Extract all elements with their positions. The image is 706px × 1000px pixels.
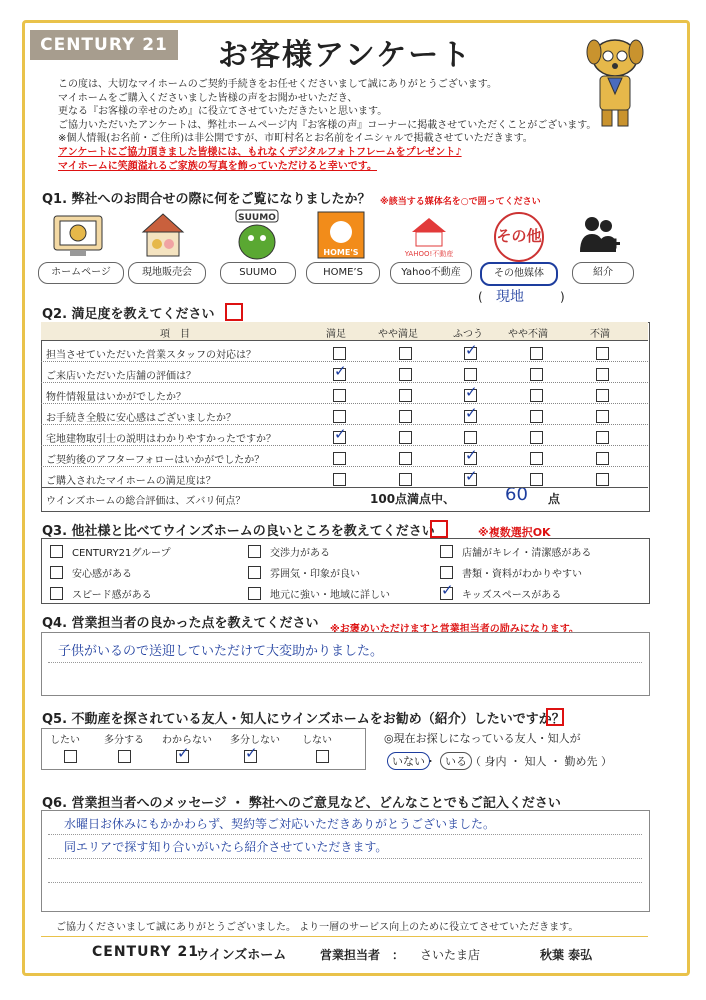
q2-check-mark: ✓ (465, 383, 478, 401)
q2-checkbox[interactable] (596, 473, 609, 486)
q5-sub-sep: ・ (425, 755, 436, 768)
q3-option-label: 店舗がキレイ・清潔感がある (462, 548, 592, 559)
q1-title: Q1. 弊社へのお問合せの際に何をご覧になりましたか？ (42, 192, 371, 207)
q3-check-mark: ✓ (441, 581, 454, 599)
q2-check-mark: ✓ (465, 341, 478, 359)
q2-checkbox[interactable] (596, 347, 609, 360)
q2-row-divider (41, 403, 648, 404)
q1-option-other[interactable]: その他媒体 (480, 262, 558, 286)
yahoo-realestate-icon (404, 212, 454, 258)
q3-note: ※複数選択OK (478, 526, 551, 539)
footer-staff-name: 秋葉 泰弘 (540, 948, 593, 962)
q2-checkbox[interactable] (530, 389, 543, 402)
q2-score-prefix: 100点満点中、 (370, 492, 456, 506)
q6-title: Q6. 営業担当者へのメッセージ ・ 弊社へのご意見など、どんなことでもご記入ください (42, 796, 561, 811)
other-media-stamp: その他 (494, 212, 544, 262)
footer-company: ウインズホーム (196, 948, 287, 963)
q1-option-homepage[interactable]: ホームページ (38, 262, 124, 284)
suumo-icon (228, 208, 286, 262)
intro-text (58, 78, 596, 173)
intro-red-line: マイホームに笑顔溢れるご家族の写真を飾っていただけると幸いです。 (58, 160, 377, 172)
q2-checkbox[interactable] (530, 410, 543, 423)
red-check-icon (546, 708, 564, 726)
q3-option-label: 書類・資料がわかりやすい (462, 569, 582, 580)
q2-col-2: やや満足 (378, 329, 418, 340)
q5-checkbox[interactable] (64, 750, 77, 763)
q2-checkbox[interactable] (399, 368, 412, 381)
q3-checkbox[interactable] (440, 566, 453, 579)
q1-option-openhouse[interactable]: 現地販売会 (128, 262, 206, 284)
q2-check-mark: ✓ (334, 362, 347, 380)
svg-text:SUUMO: SUUMO (238, 213, 276, 223)
q2-row-label: ご来店いただいた店舗の評価は？ (46, 371, 196, 382)
q3-option-label: 安心感がある (72, 569, 132, 580)
footer-thanks: ご協力くださいまして誠にありがとうございました。 より一層のサービス向上のために役立てさせていただきます。 (56, 922, 579, 933)
q2-checkbox[interactable] (399, 347, 412, 360)
q2-checkbox[interactable] (464, 431, 477, 444)
q5-sub-question: ◎現在お探しになっている友人・知人が (384, 732, 581, 745)
q2-checkbox[interactable] (333, 389, 346, 402)
other-detail-handwriting: 現地 (496, 289, 524, 305)
svg-text:YAHOO!不動産: YAHOO!不動産 (404, 250, 454, 258)
q2-score-divider (41, 487, 648, 488)
q1-option-yahoo[interactable]: Yahoo不動産 (390, 262, 472, 284)
q6-answer-line (48, 834, 642, 835)
intro-red-line: アンケートにご協力頂きました皆様には、もれなくデジタルフォトフレームをプレゼント♪ (58, 146, 462, 158)
q2-row-label: 宅地建物取引士の説明はわかりやすかったですか？ (46, 434, 276, 445)
q3-option-label: キッズスペースがある (462, 590, 562, 601)
q5-checkbox[interactable] (118, 750, 131, 763)
q5-option-label: 多分しない (230, 735, 280, 746)
other-paren-close: ) (560, 290, 565, 304)
q2-checkbox[interactable] (596, 452, 609, 465)
q2-score-label: ウインズホームの総合評価は、ズバリ何点？ (46, 496, 246, 507)
q1-option-referral[interactable]: 紹介 (572, 262, 634, 284)
footer-store: さいたま店 (420, 948, 481, 962)
q3-option-label: 雰囲気・印象が良い (270, 569, 360, 580)
q5-title: Q5. 不動産を探されている友人・知人にウインズホームをお勧め（紹介）したいですか？ (42, 712, 565, 727)
q4-note: ※お褒めいただけますと営業担当者の励みになります。 (330, 624, 579, 635)
q2-score-suffix: 点 (548, 492, 561, 506)
open-house-icon (138, 210, 188, 260)
red-check-icon (225, 303, 243, 321)
q5-sub-yes[interactable]: いる (440, 752, 472, 770)
q2-header-item: 項 目 (160, 329, 190, 340)
q6-answer-line (48, 858, 642, 859)
q3-checkbox[interactable] (50, 545, 63, 558)
q2-checkbox[interactable] (333, 347, 346, 360)
q2-checkbox[interactable] (530, 452, 543, 465)
q2-checkbox[interactable] (464, 368, 477, 381)
q2-title: Q2. 満足度を教えてください (42, 307, 215, 322)
q3-checkbox[interactable] (248, 587, 261, 600)
q2-col-3: ふつう (453, 329, 483, 340)
intro-line: ※個人情報(お名前・ご住所)は非公開ですが、市町村名とお名前をイニシャルで掲載させていただきます。 (58, 133, 533, 145)
q6-answer-line-2: 同エリアで探す知り合いがいたら紹介させていただきます。 (64, 840, 388, 854)
q2-checkbox[interactable] (596, 368, 609, 381)
intro-line: この度は、大切なマイホームのご契約手続きをお任せくださいまして誠にありがとうございます。 (58, 79, 497, 90)
q2-checkbox[interactable] (333, 473, 346, 486)
q3-option-label: スピード感がある (72, 590, 152, 601)
q2-row-label: ご購入されたマイホームの満足度は？ (46, 476, 216, 487)
footer-brand: CENTURY 21 (92, 944, 199, 960)
q5-sub-no[interactable]: いない (387, 752, 430, 770)
q2-checkbox[interactable] (530, 347, 543, 360)
q2-checkbox[interactable] (596, 431, 609, 444)
q5-option-label: 多分する (104, 735, 144, 746)
red-check-icon (430, 520, 448, 538)
referral-icon (578, 214, 622, 258)
svg-text:HOME'S: HOME'S (323, 248, 359, 257)
q2-row-divider (41, 466, 648, 467)
q2-checkbox[interactable] (530, 431, 543, 444)
q2-checkbox[interactable] (399, 410, 412, 423)
q5-checkbox[interactable] (316, 750, 329, 763)
q4-answer-line (48, 662, 642, 663)
q4-title: Q4. 営業担当者の良かった点を教えてください (42, 616, 319, 631)
q2-score-value[interactable]: 60 (505, 484, 528, 505)
q2-row-divider (41, 445, 648, 446)
homepage-icon (52, 212, 104, 258)
homes-icon (316, 210, 366, 260)
q1-option-homes[interactable]: HOME’S (306, 262, 380, 284)
q3-option-label: 交渉力がある (270, 548, 330, 559)
q6-answer-line (48, 882, 642, 883)
q2-checkbox[interactable] (333, 410, 346, 423)
q2-checkbox[interactable] (399, 473, 412, 486)
q3-checkbox[interactable] (440, 545, 453, 558)
q3-option-label: 地元に強い・地域に詳しい (270, 590, 390, 601)
q2-checkbox[interactable] (530, 473, 543, 486)
q2-checkbox[interactable] (399, 431, 412, 444)
page-title: お客様アンケート (218, 38, 473, 73)
other-paren-open: ( (478, 290, 483, 304)
q4-answer-handwriting: 子供がいるので送迎していただけて大変助かりました。 (58, 644, 384, 659)
q2-checkbox[interactable] (399, 389, 412, 402)
q2-col-5: 不満 (590, 329, 610, 340)
q3-checkbox[interactable] (248, 545, 261, 558)
q5-check-mark: ✓ (245, 744, 258, 762)
q3-checkbox[interactable] (50, 587, 63, 600)
q6-answer-line-1: 水曜日お休みにもかかわらず、契約等ご対応いただきありがとうございました。 (64, 817, 496, 831)
q2-checkbox[interactable] (596, 389, 609, 402)
q5-sub-detail: （ 身内 ・ 知人 ・ 勤め先 ） (470, 755, 612, 768)
intro-line: 更なる『お客様の幸せのため』に役立てさせていただきたいと思います。 (58, 106, 388, 118)
q2-row-divider (41, 382, 648, 383)
q5-option-label: わからない (162, 735, 212, 746)
q2-row-label: 担当させていただいた営業スタッフの対応は？ (46, 350, 256, 361)
q5-option-label: しない (302, 735, 332, 746)
footer-divider (41, 936, 648, 937)
intro-line: ご協力いただいたアンケートは、弊社ホームページ内『お客様の声』コーナーに掲載させていただくことがございます。 (58, 119, 597, 131)
q2-row-label: お手続き全般に安心感はございましたか？ (46, 413, 236, 424)
q3-checkbox[interactable] (50, 566, 63, 579)
brand-logo: CENTURY 21 (30, 30, 178, 60)
q2-checkbox[interactable] (333, 452, 346, 465)
q3-title: Q3. 他社様と比べてウインズホームの良いところを教えてください (42, 524, 435, 539)
q1-note: ※該当する媒体名を○で囲ってください (380, 197, 541, 207)
q2-checkbox[interactable] (530, 368, 543, 381)
intro-line: マイホームをご購入くださいました皆様の声をお聞かせいただき、 (58, 92, 358, 104)
q2-check-mark: ✓ (465, 446, 478, 464)
q2-col-4: やや不満 (508, 329, 548, 340)
q2-row-label: ご契約後のアフターフォローはいかがでしたか？ (46, 455, 265, 466)
q2-col-1: 満足 (326, 329, 346, 340)
q1-option-suumo[interactable]: SUUMO (220, 262, 296, 284)
q3-option-label: CENTURY21グループ (72, 548, 171, 559)
q2-check-mark: ✓ (465, 404, 478, 422)
q5-check-mark: ✓ (177, 744, 190, 762)
q3-checkbox[interactable] (248, 566, 261, 579)
footer-staff-label: 営業担当者 ： (320, 948, 405, 962)
q2-checkbox[interactable] (596, 410, 609, 423)
q2-check-mark: ✓ (334, 425, 347, 443)
q2-row-label: 物件情報量はいかがでしたか？ (46, 392, 186, 403)
q5-option-label: したい (50, 735, 80, 746)
q2-checkbox[interactable] (399, 452, 412, 465)
q2-check-mark: ✓ (465, 467, 478, 485)
